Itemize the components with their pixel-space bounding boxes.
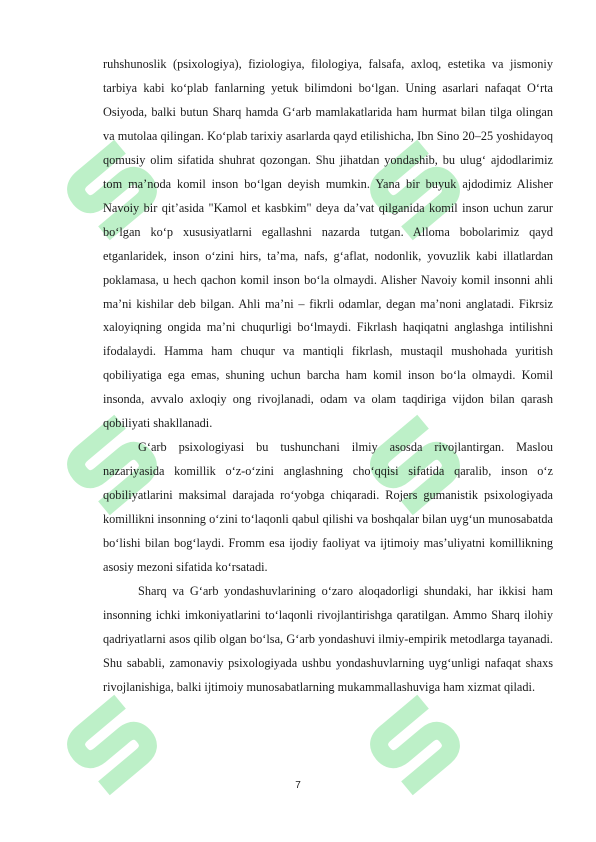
paragraph: ruhshunoslik (psixologiya), fiziologiya, filologiya, falsafa, axloq, estetika va jismoniy tarbiya kabi ko‘plab fanlarning yetuk bilimdoni bo‘lgan. Uning asarlari nafaqat O‘rta Osiyoda, balki butun Sharq hamda G‘arb mamlakatlarida ham hurmat bilan tilga olingan va mutolaa qilingan. Ko‘plab tarixiy asarlarda qayd etilishicha, Ibn Sino 20–25 yoshidayoq qomusiy olim sifatida shuhrat qozongan. Shu jihatdan yondashib, bu ulug‘ ajdodlarimiz tom ma’noda komil inson bo‘lgan deyish mumkin. Yana bir buyuk ajdodimiz Alisher Navoiy bir qit’asida "Kamol et kasbkim" deya da’vat qilganida komil inson uchun zarur bo‘lgan ko‘p xususiyatlarni egallashni nazarda tutgan. Alloma bobolarimiz qayd etganlaridek, inson o‘zini hirs, ta’ma, nafs, g‘aflat, nodonlik, yovuzlik kabi illatlardan poklamasa, u hech qachon komil inson bo‘la olmaydi. Alisher Navoiy komil insonni ahli ma’ni kishilar deb bilgan. Ahli ma’ni – fikrli odamlar, degan ma’noni anglatadi. Fikrsiz xaloyiqning ongida ma’ni chuqurligi bo‘lmaydi. Fikrlash haqiqatni anglashga intilishni ifodalaydi. Hamma ham chuqur va mantiqli fikrlash, mustaqil mushohada yuritish qobiliyatiga ega emas, shuning uchun barcha ham komil inson bo‘la olmaydi. Komil insonda, avvalo axloqiy ong rivojlanadi, odam va olam taqdiriga vijdon bilan qarash qobiliyati shakllanadi. [103, 57, 553, 431]
paragraph: G‘arb psixologiyasi bu tushunchani ilmiy asosda rivojlantirgan. Maslou nazariyasida komillik o‘z-o‘zini anglashning cho‘qqisi sifatida qaralib, inson o‘z qobiliyatlarini maksimal darajada ro‘yobga chiqaradi. Rojers gumanistik psixologiyada komillikni insonning o‘zini to‘laqonli qabul qilishi va boshqalar bilan uyg‘un munosabatda bo‘lishi bilan bog‘laydi. Fromm esa ijodiy faoliyat va ijtimoiy mas’uliyatni komillikning asosiy mezoni sifatida ko‘rsatadi. [103, 440, 553, 575]
page-number: 7 [295, 780, 301, 791]
paragraph: Sharq va G‘arb yondashuvlarining o‘zaro aloqadorligi shundaki, har ikkisi ham insonning ichki imkoniyatlarini to‘laqonli rivojlantirishga qaratilgan. Ammo Sharq ilohiy qadriyatlarni asos qilib olgan bo‘lsa, G‘arb yondashuvi ilmiy-empirik metodlarga tayanadi. Shu sababli, zamonaviy psixologiyada ushbu yondashuvlarning uyg‘unligi nafaqat shaxs rivojlanishiga, balki ijtimoiy munosabatlarning mukammallashuviga ham xizmat qiladi. [103, 583, 553, 694]
body-text [103, 53, 553, 700]
